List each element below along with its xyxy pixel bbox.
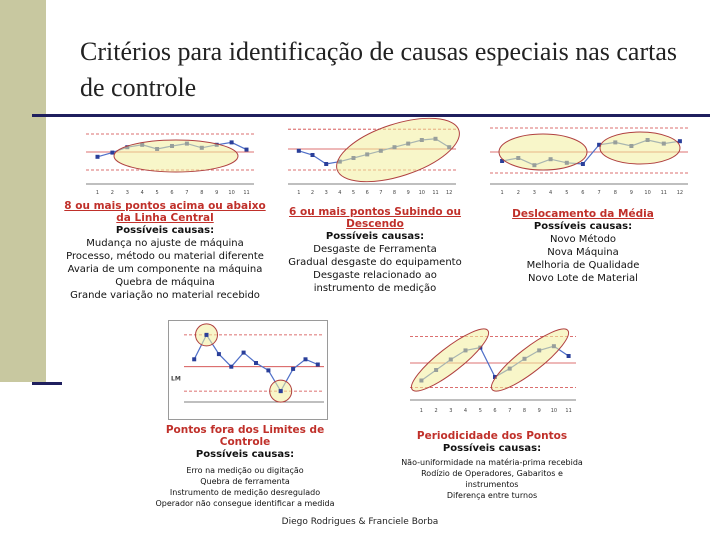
highlight-ellipse	[499, 134, 587, 170]
caption-line: Mudança no ajuste de máquina	[86, 238, 244, 249]
side-divider	[32, 382, 62, 385]
tick-label: 7	[508, 408, 512, 414]
caption-line: Quebra de ferramenta	[200, 477, 290, 486]
chart-periodicity	[402, 322, 582, 418]
caption-line: Processo, método ou material diferente	[66, 251, 264, 262]
tick-label: 7	[185, 190, 189, 196]
tick-label: 2	[310, 190, 315, 196]
caption-line: Novo Lote de Material	[528, 273, 638, 284]
tick-label: 8	[392, 190, 397, 196]
caption-line: Quebra de máquina	[115, 277, 215, 288]
caption-line: Instrumento de medição desregulado	[169, 488, 321, 497]
tick-label: 12	[676, 190, 684, 196]
caption-line: Rodízio de Operadores, Gabaritos e	[421, 469, 563, 478]
highlight-ellipse	[114, 140, 238, 172]
caption-title: 8 ou mais pontos acima ou abaixo da Linha Central	[64, 200, 266, 224]
tick-label: 4	[463, 408, 468, 414]
data-point	[324, 162, 328, 166]
tick-label: 6	[493, 408, 497, 414]
caption-line: Gradual desgaste do equipamento	[288, 257, 462, 268]
tick-label: 2	[434, 408, 438, 414]
annotation-label: LM	[171, 375, 181, 383]
chart-trend	[286, 116, 462, 198]
data-point	[229, 365, 233, 369]
tick-label: 6	[170, 190, 174, 196]
chart-mean-shift	[488, 116, 694, 198]
data-point	[311, 153, 315, 157]
tick-label: 3	[324, 190, 328, 196]
tick-label: 1	[419, 408, 423, 414]
tick-label: 8	[522, 408, 527, 414]
caption-line: Diferença entre turnos	[446, 491, 538, 500]
tick-label: 9	[629, 190, 633, 196]
data-point-highlighted	[279, 389, 283, 393]
caption-line: Nova Máquina	[547, 247, 619, 258]
caption-line: Operador não consegue identificar a medida	[155, 499, 335, 508]
caption-line: Erro na medição ou digitação	[186, 466, 304, 475]
data-point	[254, 361, 258, 365]
data-point	[304, 357, 308, 361]
tick-label: 10	[644, 190, 651, 196]
slide-sidebar	[0, 0, 46, 382]
caption-line: instrumentos	[465, 480, 519, 489]
caption-subtitle: Possíveis causas:	[325, 231, 425, 242]
data-point	[266, 368, 270, 372]
slide-title: Critérios para identificação de causas especiais nas cartas de controle	[80, 37, 677, 102]
caption-title: Pontos fora dos Limites de Controle	[165, 424, 325, 448]
tick-label: 11	[660, 190, 667, 196]
tick-label: 9	[215, 190, 219, 196]
tick-label: 1	[95, 190, 100, 196]
tick-label: 6	[365, 190, 369, 196]
tick-label: 2	[516, 190, 520, 196]
tick-label: 10	[418, 190, 425, 196]
tick-label: 1	[297, 190, 301, 196]
caption-periodicity	[392, 430, 592, 501]
tick-label: 8	[200, 190, 204, 196]
tick-label: 9	[537, 408, 541, 414]
chart-out-of-limits	[168, 320, 328, 420]
data-point	[96, 155, 100, 159]
tick-label: 4	[140, 190, 144, 196]
data-point	[678, 139, 682, 143]
data-point	[291, 367, 295, 371]
caption-subtitle: Possíveis causas:	[442, 443, 542, 454]
data-point	[242, 351, 246, 355]
highlight-ellipse	[600, 132, 680, 164]
tick-label: 3	[449, 408, 453, 414]
caption-title: 6 ou mais pontos Subindo ou Descendo	[289, 206, 461, 230]
caption-mean-shift	[488, 208, 678, 285]
data-point	[245, 148, 249, 152]
tick-label: 10	[228, 190, 235, 196]
caption-line: Desgaste de Ferramenta	[313, 244, 437, 255]
chart-frame	[169, 321, 328, 420]
caption-out-of-limits	[140, 424, 350, 509]
data-point	[217, 352, 221, 356]
data-point	[316, 363, 320, 367]
slide-footer: Diego Rodrigues & Franciele Borba	[281, 517, 439, 527]
tick-label: 8	[613, 190, 617, 196]
tick-label: 9	[406, 190, 410, 196]
tick-label: 5	[351, 190, 356, 196]
caption-line: Melhoria de Qualidade	[526, 260, 640, 271]
data-point	[110, 151, 114, 155]
caption-subtitle: Possíveis causas:	[195, 449, 295, 460]
tick-label: 6	[581, 190, 585, 196]
tick-label: 7	[379, 190, 383, 196]
data-point	[297, 149, 301, 153]
tick-label: 5	[155, 190, 159, 196]
tick-label: 11	[243, 190, 250, 196]
tick-label: 3	[532, 190, 536, 196]
caption-line: Desgaste relacionado ao	[313, 270, 437, 281]
data-point	[581, 162, 585, 166]
caption-line: Novo Método	[549, 234, 617, 245]
tick-label: 2	[110, 190, 114, 196]
tick-label: 10	[550, 408, 558, 414]
data-point	[567, 354, 571, 358]
tick-label: 7	[597, 190, 601, 196]
caption-line: Grande variação no material recebido	[70, 290, 260, 301]
tick-label: 4	[549, 190, 553, 196]
caption-title: Deslocamento da Média	[512, 208, 654, 220]
chart-eight-points	[84, 116, 260, 198]
tick-label: 5	[478, 408, 482, 414]
tick-label: 12	[446, 190, 453, 196]
caption-title: Periodicidade dos Pontos	[416, 430, 568, 442]
tick-label: 11	[565, 408, 572, 414]
caption-subtitle: Possíveis causas:	[533, 221, 633, 232]
data-point	[192, 357, 196, 361]
caption-line: Não-uniformidade na matéria-prima recebida	[401, 458, 583, 467]
tick-label: 1	[500, 190, 504, 196]
tick-label: 4	[338, 190, 342, 196]
caption-trend	[280, 206, 470, 295]
caption-line: Avaria de um componente na máquina	[67, 264, 263, 275]
tick-label: 11	[432, 190, 439, 196]
tick-label: 5	[565, 190, 569, 196]
caption-subtitle: Possíveis causas:	[115, 225, 215, 236]
data-point	[230, 140, 234, 144]
tick-label: 3	[125, 190, 129, 196]
highlight-ellipse	[329, 116, 462, 195]
caption-eight-points	[60, 200, 270, 302]
data-point-highlighted	[205, 333, 209, 337]
caption-line: instrumento de medição	[313, 283, 437, 294]
